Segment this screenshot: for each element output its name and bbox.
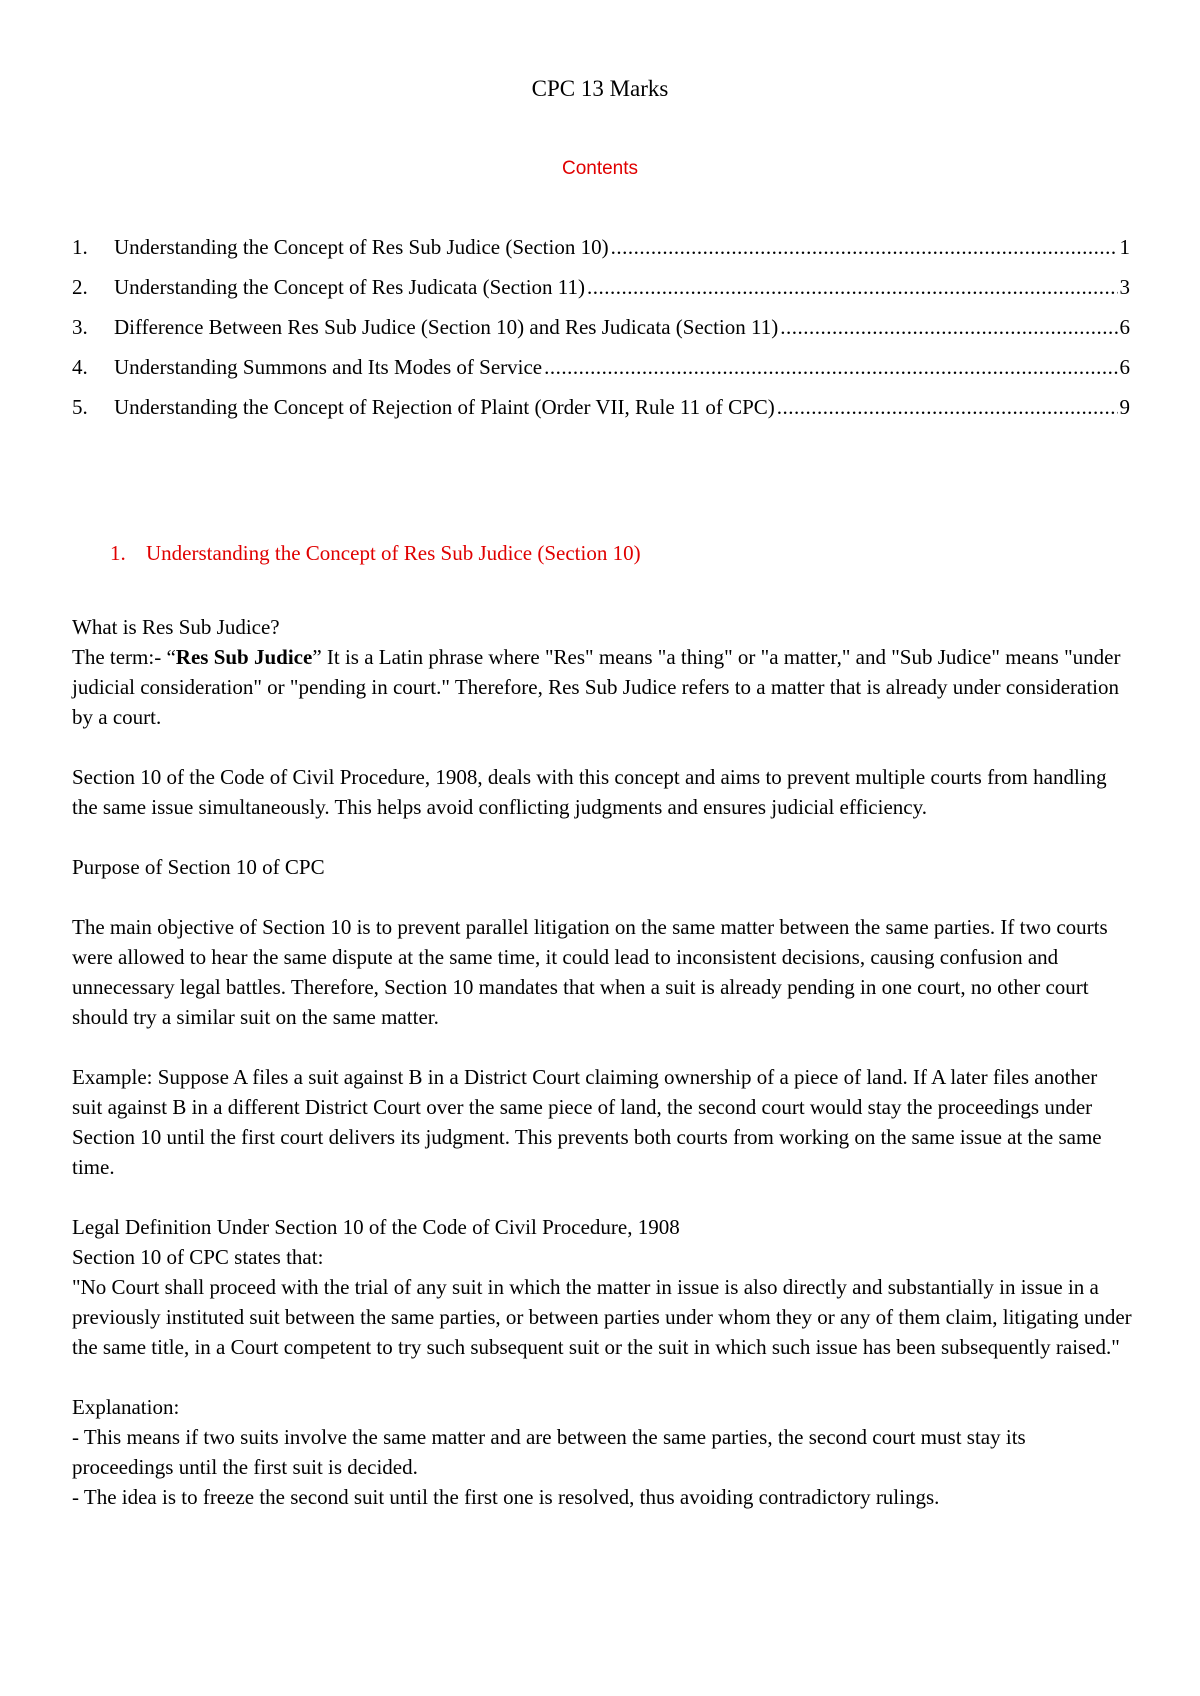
explanation-point-1: - This means if two suits involve the same matter and are between the same parties, the second court must stay its proceedings until the first suit is decided. <box>72 1425 1026 1479</box>
toc-item-number: 4. <box>72 355 88 379</box>
toc-item[interactable] <box>72 312 1130 352</box>
toc-leader-dots <box>777 392 1118 422</box>
toc-leader-dots <box>611 232 1118 262</box>
states-that-line: Section 10 of CPC states that: <box>72 1245 324 1269</box>
explanation-heading: Explanation: <box>72 1395 180 1419</box>
toc-item[interactable] <box>72 232 1130 272</box>
section-heading-text: Understanding the Concept of Res Sub Judice (Section 10) <box>146 541 641 565</box>
toc-item-number: 3. <box>72 315 88 339</box>
toc-item[interactable] <box>72 392 1130 432</box>
purpose-paragraph: The main objective of Section 10 is to prevent parallel litigation on the same matter between the same parties. If two courts were allowed to hear the same dispute at the same time, it could lead to inconsistent decisions, causing confusion and unnecessary legal battles. Therefore, Section 10 mandates that when a suit is already pending in one court, no other court should try a similar suit on the same matter. <box>72 915 1108 1029</box>
toc-item-text: Understanding Summons and Its Modes of Service <box>114 355 543 379</box>
section10-quote: "No Court shall proceed with the trial of any suit in which the matter in issue is also directly and substantially in issue in a previously instituted suit between the same parties, or between parties under whom they or any of them claim, litigating under the same title, in a Court competent to try such subsequent suit or the suit in which such issue has been subsequently raised." <box>72 1275 1132 1359</box>
what-is-heading: What is Res Sub Judice? <box>72 615 280 639</box>
toc-item-number: 5. <box>72 395 88 419</box>
term-bold: Res Sub Judice <box>175 645 313 669</box>
toc-item-text: Understanding the Concept of Res Judicata (Section 11) <box>114 275 586 299</box>
toc-heading: Contents <box>561 158 639 179</box>
term-definition-paragraph <box>72 642 1132 732</box>
toc-leader-dots <box>544 352 1117 382</box>
toc-item-text: Understanding the Concept of Res Sub Judice (Section 10) <box>114 235 609 259</box>
toc-item[interactable] <box>72 352 1130 392</box>
section-heading-number: 1. <box>110 541 126 565</box>
section10-intro-paragraph: Section 10 of the Code of Civil Procedure, 1908, deals with this concept and aims to prevent multiple courts from handling the same issue simultaneously. This helps avoid conflicting judgments and ensures judicial efficiency. <box>72 765 1107 819</box>
toc-item-text: Understanding the Concept of Rejection of Plaint (Order VII, Rule 11 of CPC) <box>114 395 775 419</box>
term-rest: ” It is a Latin phrase where "Res" means "a thing" or "a matter," and "Sub Judice" means "under judicial consideration" or "pending in court." Therefore, Res Sub Judice refers to a matter that is already under consideration by a court. <box>72 645 1121 729</box>
toc-item-page: 1 <box>1119 235 1130 259</box>
toc-item-text: Difference Between Res Sub Judice (Section 10) and Res Judicata (Section 11) <box>114 315 779 339</box>
toc-leader-dots <box>780 312 1117 342</box>
toc-item-number: 1. <box>72 235 88 259</box>
example-paragraph: Example: Suppose A files a suit against B in a District Court claiming ownership of a piece of land. If A later files another suit against B in a different District Court over the same piece of land, the second court would stay the proceedings under Section 10 until the first court delivers its judgment. This prevents both courts from working on the same issue at the same time. <box>72 1065 1102 1179</box>
toc-item-page: 6 <box>1119 315 1130 339</box>
section-body <box>72 612 1132 1512</box>
toc-item-number: 2. <box>72 275 88 299</box>
legal-definition-heading: Legal Definition Under Section 10 of the Code of Civil Procedure, 1908 <box>72 1215 680 1239</box>
explanation-point-2: - The idea is to freeze the second suit until the first one is resolved, thus avoiding contradictory rulings. <box>72 1485 940 1509</box>
toc-item-page: 9 <box>1119 395 1130 419</box>
document-title: CPC 13 Marks <box>531 76 669 101</box>
toc-item-page: 3 <box>1119 275 1130 299</box>
toc-leader-dots <box>587 272 1117 302</box>
toc-item[interactable] <box>72 272 1130 312</box>
toc-item-page: 6 <box>1119 355 1130 379</box>
term-prefix: The term:- “ <box>72 645 176 669</box>
table-of-contents <box>72 232 1130 432</box>
purpose-heading: Purpose of Section 10 of CPC <box>72 855 325 879</box>
section-heading <box>110 538 641 568</box>
